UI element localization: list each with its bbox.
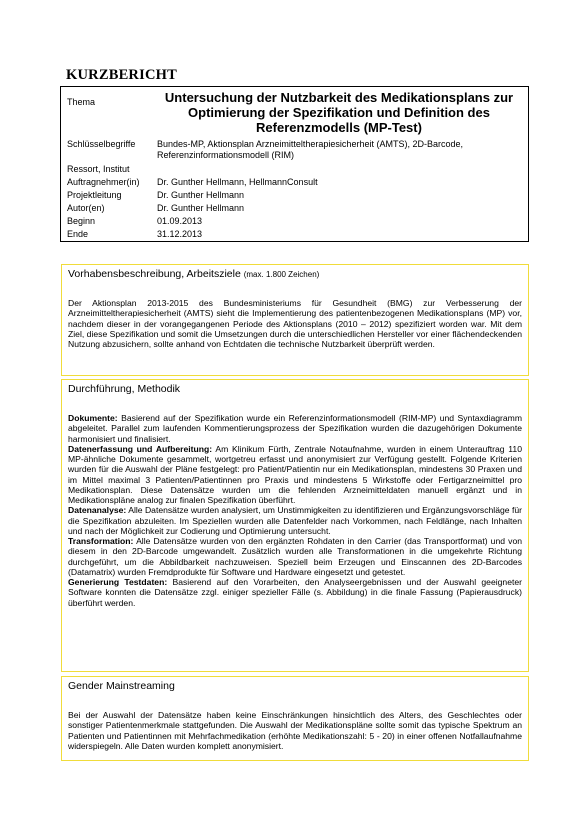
autor-label: Autor(en) bbox=[67, 203, 105, 213]
transformation-text: Alle Datensätze wurden von den ergänzten Rohdaten in den Carrier (das Transportformat) und von diesem in den 2D-Barcode umgewandelt. Zusätzlich wurden alle Transformationen in die umgekehrte Richtung durchgeführt, um die Abbildbarkeit nachzuweisen. Speziell beim Erzeugen und Einscannen des 2D-Barcodes (Datamatrix) wurden Fremdprodukte für Software und Hardware eingesetzt und getestet. bbox=[68, 536, 522, 577]
dokumente-text: Basierend auf der Spezifikation wurde ein Referenzinformationsmodell (RIM-MP) und Syntaxdiagramm abgeleitet. Parallel zum laufenden Kommentierungsprozess der Spezifikation wurden die dazugehörigen Dokumente harmonisiert und finalisiert. bbox=[68, 413, 522, 444]
datenerfassung-paragraph bbox=[68, 444, 522, 506]
title-line-2: Optimierung der Spezifikation und Definition des bbox=[188, 105, 490, 120]
generierung-paragraph bbox=[68, 577, 522, 608]
vorhaben-box bbox=[61, 264, 529, 376]
vorhaben-text: Der Aktionsplan 2013-2015 des Bundesministeriums für Gesundheit (BMG) zur Verbesserung der Arzneimitteltherapiesicherheit (AMTS) sieht die Implementierung des patientenbezogenen Medikationsplans (MP) vor, nachdem dieser in der vorangegangenen Periode des Aktionsplans (2010 – 2012) spezifiziert worden war. Mit dem Ziel, diese Spezifikation und somit die Umsetzungen durch die unterschiedlichen Hersteller vor einer flächendeckenden Nutzung abzusichern, sollte anhand von Echtdaten die technische Nutzbarkeit überprüft werden. bbox=[68, 298, 522, 349]
generierung-label: Generierung Testdaten: bbox=[68, 577, 168, 587]
title-line-1: Untersuchung der Nutzbarkeit des Medikationsplans zur bbox=[164, 90, 514, 105]
auftragnehmer-label: Auftragnehmer(in) bbox=[67, 177, 140, 187]
methodik-box bbox=[61, 379, 529, 672]
dokumente-paragraph bbox=[68, 413, 522, 444]
gender-text: Bei der Auswahl der Datensätze haben keine Einschränkungen hinsichtlich des Alters, des Geschlechtes oder sonstiger Patientenmerkmale stattgefunden. Die Auswahl der Medikationspläne sollte somit das typische Spektrum an Patienten und Patientinnen mit Mehrfachmedikation (erhöhte Medikationszahl: 5 - 20) in einer offenen Notfallaufnahme widerspiegeln. Alle Daten wurden komplett anonymisiert. bbox=[68, 710, 522, 751]
vorhaben-heading bbox=[68, 268, 319, 281]
methodik-body bbox=[68, 413, 522, 608]
report-heading: KURZBERICHT bbox=[66, 67, 177, 83]
ressort-label: Ressort, Institut bbox=[67, 164, 130, 174]
dokumente-label: Dokumente: bbox=[68, 413, 118, 423]
keywords-line-2: Referenzinformationsmodell (RIM) bbox=[157, 150, 295, 160]
keywords-label: Schlüsselbegriffe bbox=[67, 139, 136, 149]
datenanalyse-paragraph bbox=[68, 505, 522, 536]
projektleitung-value: Dr. Gunther Hellmann bbox=[157, 190, 245, 200]
title-line-3: Referenzmodells (MP-Test) bbox=[256, 120, 422, 135]
projektleitung-label: Projektleitung bbox=[67, 190, 122, 200]
beginn-label: Beginn bbox=[67, 216, 96, 226]
ende-label: Ende bbox=[67, 229, 89, 239]
datenerfassung-text: Am Klinikum Fürth, Zentrale Notaufnahme, wurden in einem Unterauftrag 110 MP-ähnliche Dokumente gesammelt, wortgetreu erfasst und anonymisiert zur Verfügung gestellt. Folgende Kriterien wurden für die Auswahl der Pläne festgelegt: pro Patient/Patientin nur ein Medikationsplan, mindestens 30 Praxen und im Mittel maximal 3 Patienten/Patientinnen pro Praxis und mindestens 5 Wirkstoffe oder Fertigarzneimittel pro Medikationsplan. Diese Datensätze wurden um die fehlenden Arzneimitteldaten manuell ergänzt und in Medikationspläne analog zur finalen Spezifikation überführt. bbox=[68, 443, 522, 505]
vorhaben-note: (max. 1.800 Zeichen) bbox=[243, 270, 320, 279]
datenerfassung-label: Datenerfassung und Aufbereitung: bbox=[68, 443, 213, 454]
transformation-label: Transformation: bbox=[68, 536, 134, 546]
report-title bbox=[155, 90, 523, 135]
gender-box bbox=[61, 676, 529, 761]
methodik-title: Durchführung, Methodik bbox=[68, 383, 181, 395]
datenanalyse-text: Alle Datensätze wurden analysiert, um Unstimmigkeiten zu identifizieren und Ergänzungsvorschläge für die Spezifikation abzuleiten. Im Speziellen wurden alle Datenfelder nach Vorkommen, nach Feldlänge, nach Inhalten und nach der Möglichkeit zur Codierung und Optimierung untersucht. bbox=[68, 505, 522, 536]
gender-title: Gender Mainstreaming bbox=[68, 680, 175, 692]
info-table bbox=[60, 86, 529, 242]
ende-value: 31.12.2013 bbox=[157, 229, 203, 239]
autor-value: Dr. Gunther Hellmann bbox=[157, 203, 245, 213]
keywords-line-1: Bundes-MP, Aktionsplan Arzneimitteltherapiesicherheit (AMTS), 2D-Barcode, bbox=[157, 139, 463, 149]
beginn-value: 01.09.2013 bbox=[157, 216, 203, 226]
generierung-text: Basierend auf den Vorarbeiten, den Analyseergebnissen und der Auswahl geeigneter Software konnten die Datensätze zzgl. einiger spezieller Fälle (s. Abbildung) in die finale Fassung (Papierausdruck) überführt werden. bbox=[68, 577, 523, 608]
datenanalyse-label: Datenanalyse: bbox=[68, 505, 127, 516]
thema-label: Thema bbox=[67, 97, 96, 107]
auftragnehmer-value: Dr. Gunther Hellmann, HellmannConsult bbox=[157, 177, 318, 187]
transformation-paragraph bbox=[68, 536, 522, 577]
vorhaben-title: Vorhabensbeschreibung, Arbeitsziele bbox=[68, 268, 241, 280]
